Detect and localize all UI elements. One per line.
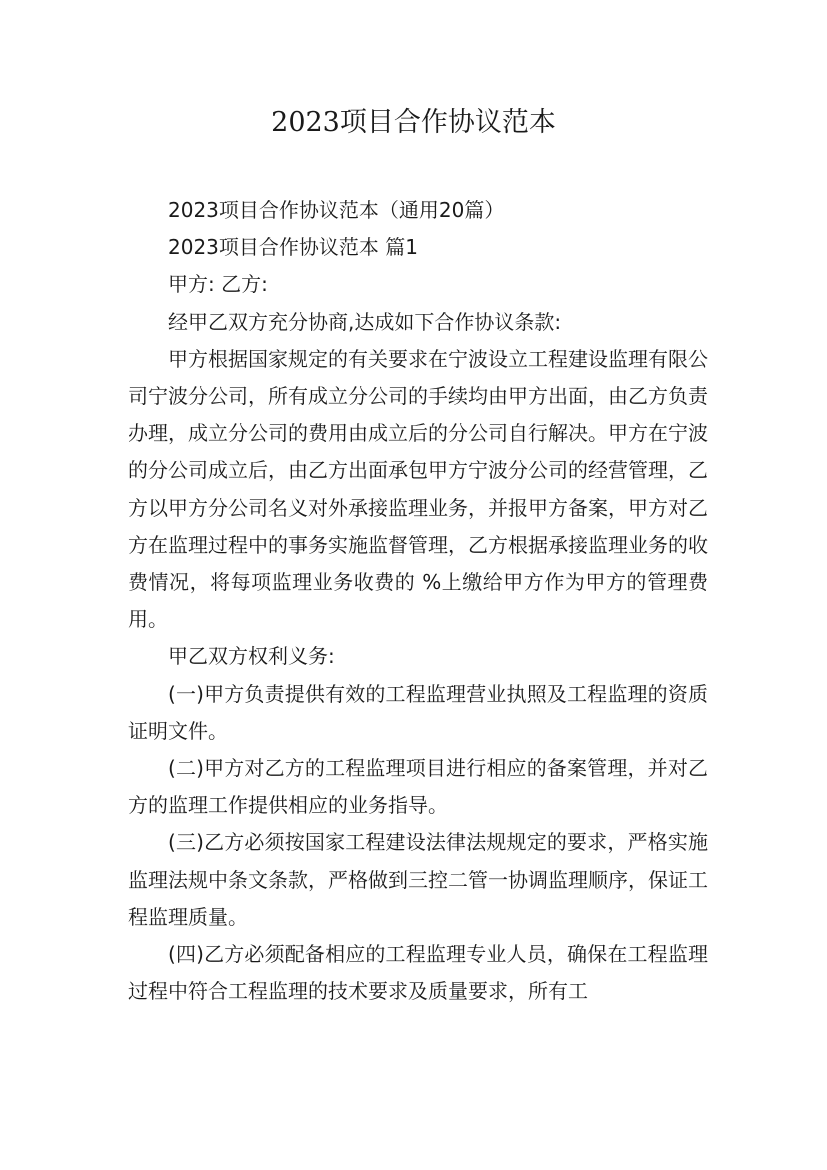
parties-paragraph: 甲方: 乙方: (168, 272, 268, 297)
intro-paragraph: 经甲乙双方充分协商,达成如下合作协议条款: (168, 309, 562, 334)
subtitle-paragraph: 2023项目合作协议范本（通用20篇） (168, 198, 505, 222)
document-body (128, 192, 708, 1010)
body-paragraph: 甲方根据国家规定的有关要求在宁波设立工程建设监理有限公司宁波分公司，所有成立分公司的手续均由甲方出面，由乙方负责办理，成立分公司的费用由成立后的分公司自行解决。甲方在宁波的分公司成立后，由乙方出面承包甲方宁波分公司的经营管理，乙方以甲方分公司名义对外承接监理业务，并报甲方备案，甲方对乙方在监理过程中的事务实施监督管理，乙方根据承接监理业务的收费情况，将每项监理业务收费的 %上缴给甲方作为甲方的管理费用。 (128, 346, 708, 632)
document-title: 2023项目合作协议范本 (271, 107, 556, 138)
section-heading-paragraph: 2023项目合作协议范本 篇1 (168, 235, 418, 260)
clause-paragraph-3: (三)乙方必须按国家工程建设法律法规规定的要求，严格实施监理法规中条文条款，严格做到三控二管一协调监理顺序，保证工程监理质量。 (128, 830, 708, 929)
rights-heading-paragraph: 甲乙双方权利义务: (168, 644, 335, 669)
clause-paragraph-2: (二)甲方对乙方的工程监理项目进行相应的备案管理，并对乙方的监理工作提供相应的业务指导。 (128, 756, 708, 818)
clause-paragraph-1: (一)甲方负责提供有效的工程监理营业执照及工程监理的资质证明文件。 (128, 681, 708, 743)
clause-paragraph-4: (四)乙方必须配备相应的工程监理专业人员，确保在工程监理过程中符合工程监理的技术要求及质量要求，所有工 (128, 942, 708, 1004)
